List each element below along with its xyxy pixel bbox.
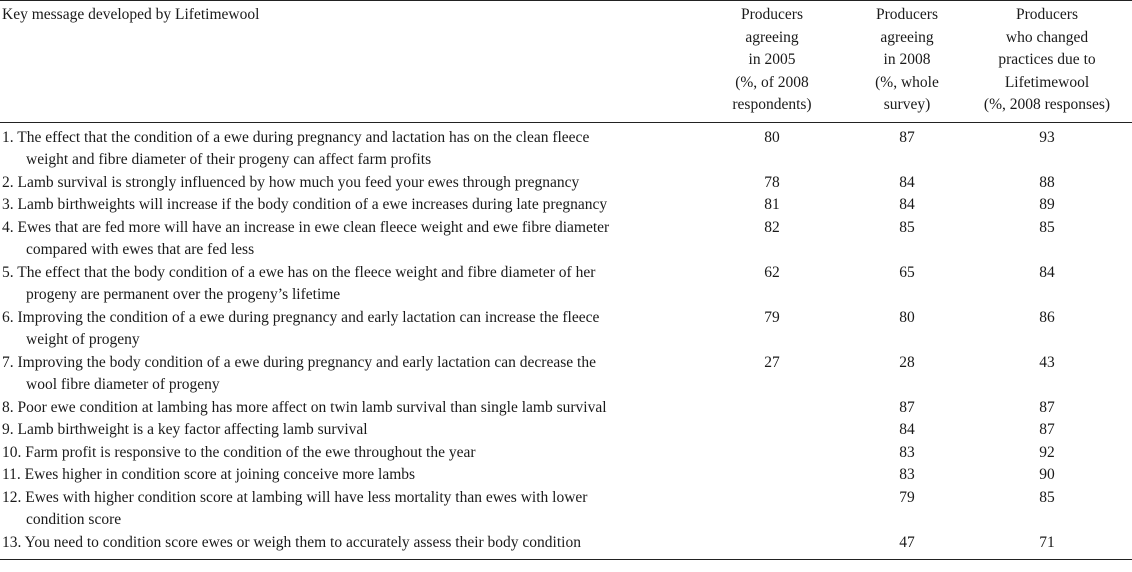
header-agree-2005 bbox=[692, 1, 852, 123]
agree-2005-cell: 27 bbox=[764, 353, 780, 371]
key-message-cell bbox=[0, 262, 692, 307]
key-message-cell bbox=[0, 122, 692, 172]
key-message-cell bbox=[0, 194, 692, 217]
agree-2005-cell: 82 bbox=[764, 218, 780, 236]
key-message-cell bbox=[0, 442, 692, 465]
key-message-cell bbox=[0, 532, 692, 560]
table-row bbox=[0, 262, 1132, 307]
agree-2005-cell: 78 bbox=[764, 173, 780, 191]
agree-2005-cell bbox=[692, 487, 852, 532]
key-message-continuation: compared with ewes that are fed less bbox=[26, 241, 255, 258]
changed-practices-cell: 85 bbox=[1039, 218, 1055, 236]
agree-2005-cell: 81 bbox=[764, 196, 780, 213]
key-message-text: 5. The effect that the body condition of a ewe has on the fleece weight and fibre diameter of her bbox=[2, 263, 596, 281]
key-message-text: 6. Improving the condition of a ewe during pregnancy and early lactation can increase the fleece bbox=[2, 308, 600, 326]
changed-practices-cell: 43 bbox=[1039, 353, 1055, 371]
agree-2008-cell: 84 bbox=[899, 173, 915, 191]
agree-2005-cell: 62 bbox=[764, 263, 780, 281]
agree-2005-cell bbox=[692, 464, 852, 487]
agree-2008-cell: 83 bbox=[899, 443, 915, 461]
table-row bbox=[0, 352, 1132, 397]
table-row bbox=[0, 532, 1132, 560]
table-row bbox=[0, 487, 1132, 532]
header-line: in 2005 bbox=[748, 51, 796, 68]
changed-practices-cell: 71 bbox=[1039, 533, 1055, 551]
changed-practices-cell: 90 bbox=[1039, 466, 1055, 483]
changed-practices-cell: 92 bbox=[1039, 443, 1055, 461]
changed-practices-cell: 88 bbox=[1039, 173, 1055, 191]
key-message-cell bbox=[0, 172, 692, 195]
key-message-text: 12. Ewes with higher condition score at lambing will have less mortality than ewes with lower bbox=[2, 488, 588, 506]
agree-2005-cell: 80 bbox=[764, 128, 780, 146]
table-row bbox=[0, 464, 1132, 487]
header-row bbox=[0, 1, 1132, 123]
header-line: agreeing bbox=[745, 28, 799, 46]
header-line: (%, whole bbox=[875, 73, 939, 91]
header-line: Producers bbox=[741, 6, 803, 23]
key-message-continuation: weight of progeny bbox=[26, 331, 140, 348]
header-line: respondents) bbox=[732, 96, 812, 113]
key-message-text: 9. Lamb birthweight is a key factor affecting lamb survival bbox=[2, 421, 368, 438]
header-changed-practices bbox=[962, 1, 1132, 123]
agree-2005-cell bbox=[692, 532, 852, 560]
header-line: who changed bbox=[1005, 28, 1089, 46]
key-message-text: 7. Improving the body condition of a ewe during pregnancy and early lactation can decrease the bbox=[2, 353, 596, 371]
table-row bbox=[0, 217, 1132, 262]
agree-2008-cell: 79 bbox=[899, 488, 915, 506]
key-message-text: 4. Ewes that are fed more will have an increase in ewe clean fleece weight and ewe fibre diameter bbox=[2, 218, 610, 236]
key-message-cell bbox=[0, 217, 692, 262]
changed-practices-cell: 89 bbox=[1039, 196, 1055, 213]
key-message-continuation: weight and fibre diameter of their progeny can affect farm profits bbox=[26, 151, 432, 168]
changed-practices-cell: 87 bbox=[1039, 398, 1055, 416]
agree-2008-cell: 84 bbox=[899, 421, 915, 438]
agree-2005-cell: 79 bbox=[764, 308, 780, 326]
table-row bbox=[0, 307, 1132, 352]
key-message-text: 2. Lamb survival is strongly influenced by how much you feed your ewes through pregnancy bbox=[2, 173, 580, 191]
key-message-continuation: condition score bbox=[26, 511, 122, 528]
header-key-message-text: Key message developed by Lifetimewool bbox=[2, 6, 260, 23]
header-line: (%, 2008 responses) bbox=[983, 96, 1111, 113]
header-key-message bbox=[0, 1, 692, 123]
header-line: survey) bbox=[883, 96, 931, 113]
table-row bbox=[0, 194, 1132, 217]
key-message-cell bbox=[0, 487, 692, 532]
agree-2008-cell: 87 bbox=[899, 128, 915, 146]
agree-2008-cell: 84 bbox=[899, 196, 915, 213]
agree-2008-cell: 85 bbox=[899, 218, 915, 236]
key-message-continuation: wool fibre diameter of progeny bbox=[26, 376, 220, 393]
table-row bbox=[0, 122, 1132, 172]
agree-2008-cell: 80 bbox=[899, 308, 915, 326]
header-line: practices due to bbox=[998, 51, 1096, 68]
agree-2008-cell: 28 bbox=[899, 353, 915, 371]
changed-practices-cell: 84 bbox=[1039, 263, 1055, 281]
header-line: in 2008 bbox=[883, 51, 931, 68]
key-message-text: 10. Farm profit is responsive to the condition of the ewe throughout the year bbox=[2, 443, 476, 461]
key-message-text: 3. Lamb birthweights will increase if the body condition of a ewe increases during late pregnancy bbox=[2, 196, 608, 213]
header-line: Producers bbox=[1016, 6, 1078, 23]
header-line: agreeing bbox=[880, 28, 934, 46]
agree-2005-cell bbox=[692, 419, 852, 442]
agree-2008-cell: 65 bbox=[899, 263, 915, 281]
changed-practices-cell: 87 bbox=[1039, 421, 1055, 438]
key-message-text: 1. The effect that the condition of a ewe during pregnancy and lactation has on the clean fleece bbox=[2, 128, 590, 146]
agree-2008-cell: 47 bbox=[899, 533, 915, 551]
changed-practices-cell: 86 bbox=[1039, 308, 1055, 326]
key-message-cell bbox=[0, 307, 692, 352]
changed-practices-cell: 93 bbox=[1039, 128, 1055, 146]
header-agree-2008 bbox=[852, 1, 962, 123]
table-row bbox=[0, 397, 1132, 420]
key-message-continuation: progeny are permanent over the progeny’s lifetime bbox=[26, 286, 341, 303]
key-message-text: 11. Ewes higher in condition score at joining conceive more lambs bbox=[2, 466, 416, 483]
agree-2008-cell: 83 bbox=[899, 466, 915, 483]
table-row bbox=[0, 419, 1132, 442]
changed-practices-cell: 85 bbox=[1039, 488, 1055, 506]
header-line: Lifetimewool bbox=[1004, 73, 1090, 91]
header-line: Producers bbox=[876, 6, 938, 23]
key-message-cell bbox=[0, 352, 692, 397]
key-message-cell bbox=[0, 397, 692, 420]
header-line: (%, of 2008 bbox=[735, 73, 809, 91]
key-message-text: 8. Poor ewe condition at lambing has more affect on twin lamb survival than single lamb survival bbox=[2, 398, 607, 416]
table-body bbox=[0, 122, 1132, 560]
agree-2005-cell bbox=[692, 442, 852, 465]
key-message-cell bbox=[0, 464, 692, 487]
table-row bbox=[0, 172, 1132, 195]
key-message-cell bbox=[0, 419, 692, 442]
agree-2008-cell: 87 bbox=[899, 398, 915, 416]
agree-2005-cell bbox=[692, 397, 852, 420]
table-row bbox=[0, 442, 1132, 465]
key-message-text: 13. You need to condition score ewes or weigh them to accurately assess their body condition bbox=[2, 533, 581, 551]
